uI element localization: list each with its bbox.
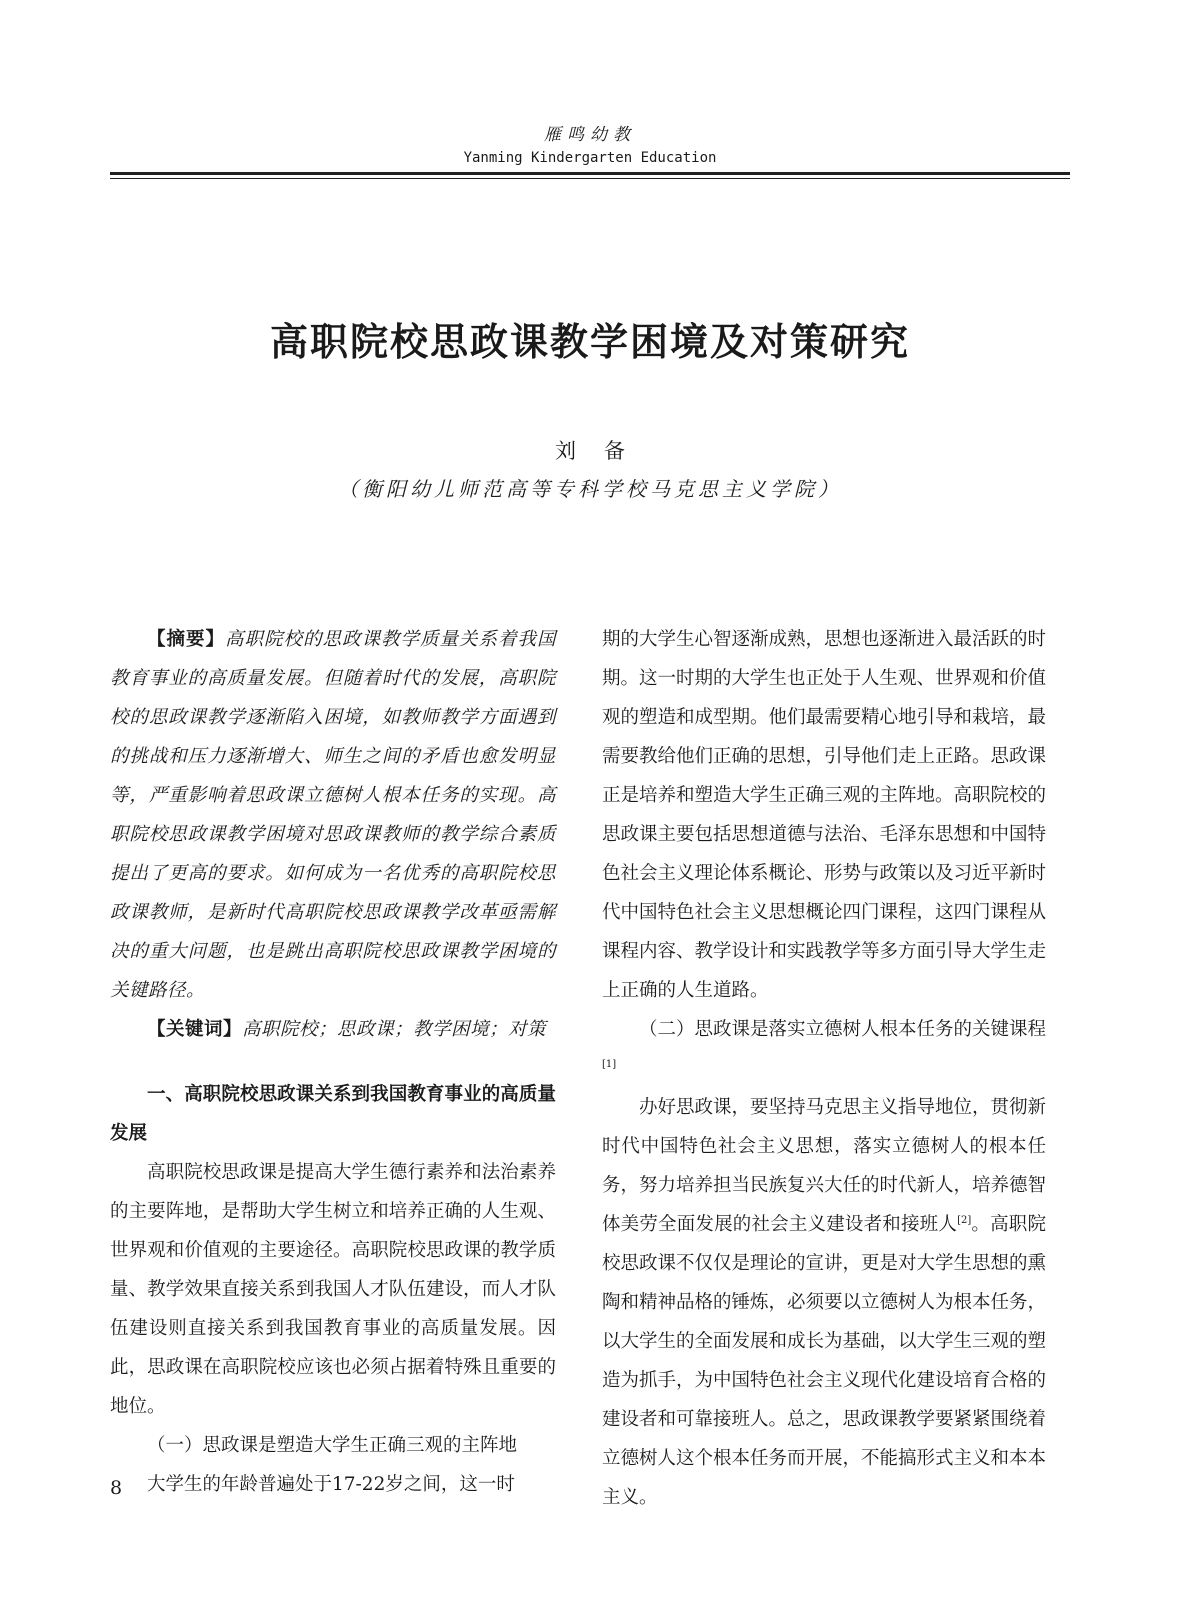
keywords-label: 【关键词】	[147, 1019, 243, 1040]
subsection2-heading-text: （二）思政课是落实立德树人根本任务的关键课程	[639, 1019, 1047, 1040]
section1-paragraph: 高职院校思政课是提高大学生德行素养和法治素养的主要阵地，是帮助大学生树立和培养正确的人生观、世界观和价值观的主要途径。高职院校思政课的教学质量、教学效果直接关系到我国人才队伍建设，而人才队伍建设则直接关系到我国教育事业的高质量发展。因此，思政课在高职院校应该也必须占据着特殊且重要的地位。	[110, 1162, 556, 1417]
journal-name-english: Yanming Kindergarten Education	[463, 150, 717, 166]
abstract	[110, 620, 556, 1010]
keywords-text: 高职院校；思政课；教学困境；对策	[242, 1019, 547, 1040]
subsection-heading-1: （一）思政课是塑造大学生正确三观的主阵地	[147, 1435, 518, 1456]
header-rule	[110, 172, 1070, 179]
subsection2-text-a: 办好思政课，要坚持马克思主义指导地位，贯彻新时代中国特色社会主义思想，落实立德树人的根本任务，努力培养担当民族复兴大任的时代新人，培养德智体美劳全面发展的社会主义建设者和接班人	[602, 1097, 1047, 1235]
subsection1-text-left: 大学生的年龄普遍处于17-22岁之间，这一时	[147, 1474, 515, 1495]
subsection1-paragraph-continued	[602, 620, 1046, 1010]
citation-2: [2]	[957, 1214, 972, 1226]
spacer	[110, 1049, 556, 1075]
running-head	[110, 124, 1070, 168]
subsection2-paragraph	[602, 1088, 1046, 1517]
section-heading-1: 一、高职院校思政课关系到我国教育事业的高质量发展	[110, 1084, 556, 1144]
article-title: 高职院校思政课教学困境及对策研究	[269, 319, 910, 365]
left-column	[110, 620, 556, 1504]
author-affiliation: （衡阳幼儿师范高等专科学校马克思主义学院）	[338, 477, 842, 501]
journal-name-chinese: 雁鸣幼教	[544, 125, 636, 145]
subsection-heading-2	[602, 1010, 1046, 1088]
subsection1-text-right: 期的大学生心智逐渐成熟，思想也逐渐进入最活跃的时期。这一时期的大学生也正处于人生观、世界观和价值观的塑造和成型期。他们最需要精心地引导和栽培，最需要教给他们正确的思想，引导他们走上正路。思政课正是培养和塑造大学生正确三观的主阵地。高职院校的思政课主要包括思想道德与法治、毛泽东思想和中国特色社会主义理论体系概论、形势与政策以及习近平新时代中国特色社会主义思想概论四门课程，这四门课程从课程内容、教学设计和实践教学等多方面引导大学生走上正确的人生道路。	[602, 629, 1047, 1001]
citation-1: [1]	[602, 1058, 617, 1070]
page-number: 8	[110, 1477, 123, 1499]
right-column	[602, 620, 1046, 1517]
abstract-label: 【摘要】	[147, 629, 225, 650]
subsection2-text-b: 。高职院校思政课不仅仅是理论的宣讲，更是对大学生思想的熏陶和精神品格的锤炼，必须要以立德树人为根本任务，以大学生的全面发展和成长为基础，以大学生三观的塑造为抓手，为中国特色社会主义现代化建设培育合格的建设者和可靠接班人。总之，思政课教学要紧紧围绕着立德树人这个根本任务而开展，不能搞形式主义和本本主义。	[602, 1214, 1047, 1508]
abstract-text: 高职院校的思政课教学质量关系着我国教育事业的高质量发展。但随着时代的发展，高职院校的思政课教学逐渐陷入困境，如教师教学方面遇到的挑战和压力逐渐增大、师生之间的矛盾也愈发明显等，严重影响着思政课立德树人根本任务的实现。高职院校思政课教学困境对思政课教师的教学综合素质提出了更高的要求。如何成为一名优秀的高职院校思政课教师，是新时代高职院校思政课教学改革亟需解决的重大问题，也是跳出高职院校思政课教学困境的关键路径。	[110, 629, 556, 1001]
author-name: 刘备	[555, 439, 653, 463]
subsection1-paragraph-start	[110, 1465, 556, 1504]
keywords	[110, 1010, 556, 1049]
